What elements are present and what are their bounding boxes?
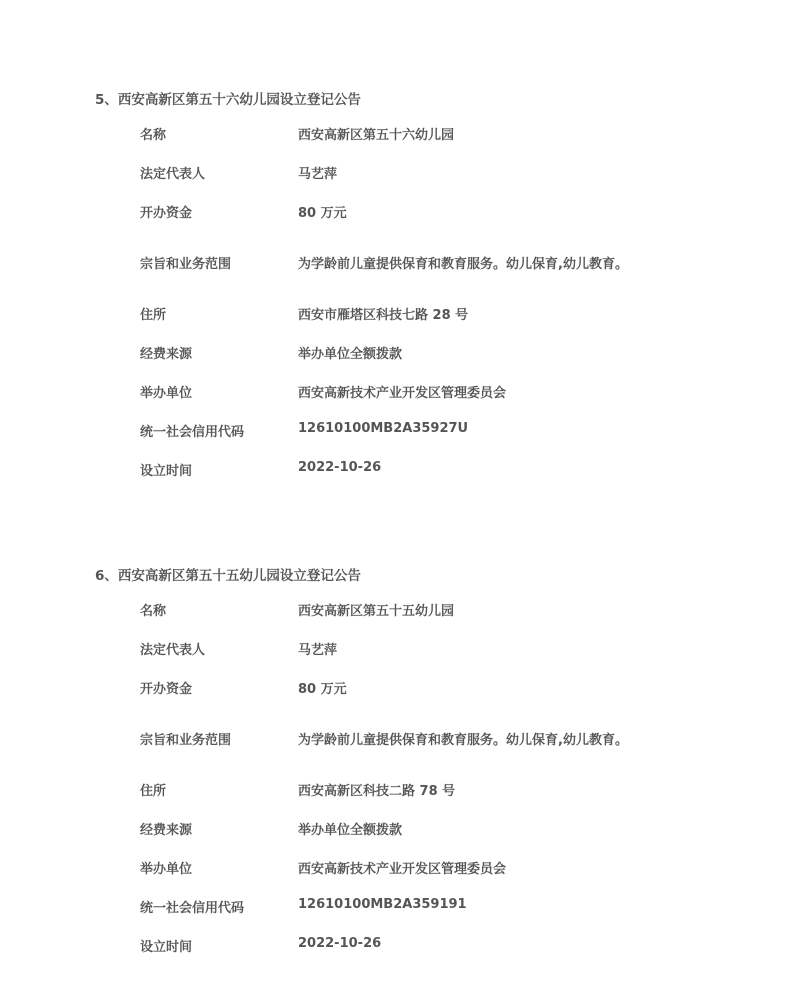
field-row-credit-code [0, 897, 811, 915]
field-row-purpose-scope [0, 253, 811, 271]
field-label: 名称 [140, 604, 167, 619]
field-label: 统一社会信用代码 [140, 425, 245, 440]
field-row-funding [0, 202, 811, 220]
notice-title: 5、西安高新区第五十六幼儿园设立登记公告 [95, 92, 361, 108]
field-label: 设立时间 [140, 940, 193, 955]
field-label: 法定代表人 [140, 167, 206, 182]
field-label: 住所 [140, 784, 167, 799]
field-row-address [0, 780, 811, 798]
field-value: 12610100MB2A35927U [298, 421, 469, 436]
field-value: 西安高新技术产业开发区管理委员会 [298, 386, 507, 401]
field-label: 住所 [140, 308, 167, 323]
field-value: 举办单位全额拨款 [298, 347, 403, 362]
field-label: 法定代表人 [140, 643, 206, 658]
field-row-funding-source [0, 819, 811, 837]
field-label: 经费来源 [140, 347, 193, 362]
field-row-funding-source [0, 343, 811, 361]
field-row-purpose-scope [0, 729, 811, 747]
field-label: 举办单位 [140, 386, 193, 401]
field-value: 80 万元 [298, 206, 347, 221]
field-value: 西安高新技术产业开发区管理委员会 [298, 862, 507, 877]
field-row-established-date [0, 936, 811, 954]
field-label: 开办资金 [140, 682, 193, 697]
field-label: 名称 [140, 128, 167, 143]
field-row-credit-code [0, 421, 811, 439]
field-label: 设立时间 [140, 464, 193, 479]
field-label: 开办资金 [140, 206, 193, 221]
field-label: 统一社会信用代码 [140, 901, 245, 916]
field-row-sponsor [0, 382, 811, 400]
field-row-established-date [0, 460, 811, 478]
field-label: 宗旨和业务范围 [140, 733, 232, 748]
field-value: 西安高新区科技二路 78 号 [298, 784, 456, 799]
field-value: 马艺萍 [298, 167, 338, 182]
field-value: 举办单位全额拨款 [298, 823, 403, 838]
field-label: 经费来源 [140, 823, 193, 838]
field-value: 12610100MB2A359191 [298, 897, 467, 912]
field-value: 马艺萍 [298, 643, 338, 658]
field-row-name [0, 600, 811, 618]
field-value: 为学龄前儿童提供保育和教育服务。幼儿保育,幼儿教育。 [298, 257, 628, 272]
field-row-address [0, 304, 811, 322]
field-row-sponsor [0, 858, 811, 876]
field-value: 2022-10-26 [298, 460, 382, 475]
field-value: 为学龄前儿童提供保育和教育服务。幼儿保育,幼儿教育。 [298, 733, 628, 748]
field-row-funding [0, 678, 811, 696]
field-row-legal-representative [0, 639, 811, 657]
field-value: 西安高新区第五十五幼儿园 [298, 604, 455, 619]
notice-title: 6、西安高新区第五十五幼儿园设立登记公告 [95, 568, 361, 584]
field-value: 2022-10-26 [298, 936, 382, 951]
field-label: 举办单位 [140, 862, 193, 877]
field-row-name [0, 124, 811, 142]
field-value: 西安市雁塔区科技七路 28 号 [298, 308, 469, 323]
field-label: 宗旨和业务范围 [140, 257, 232, 272]
field-row-legal-representative [0, 163, 811, 181]
field-value: 西安高新区第五十六幼儿园 [298, 128, 455, 143]
field-value: 80 万元 [298, 682, 347, 697]
